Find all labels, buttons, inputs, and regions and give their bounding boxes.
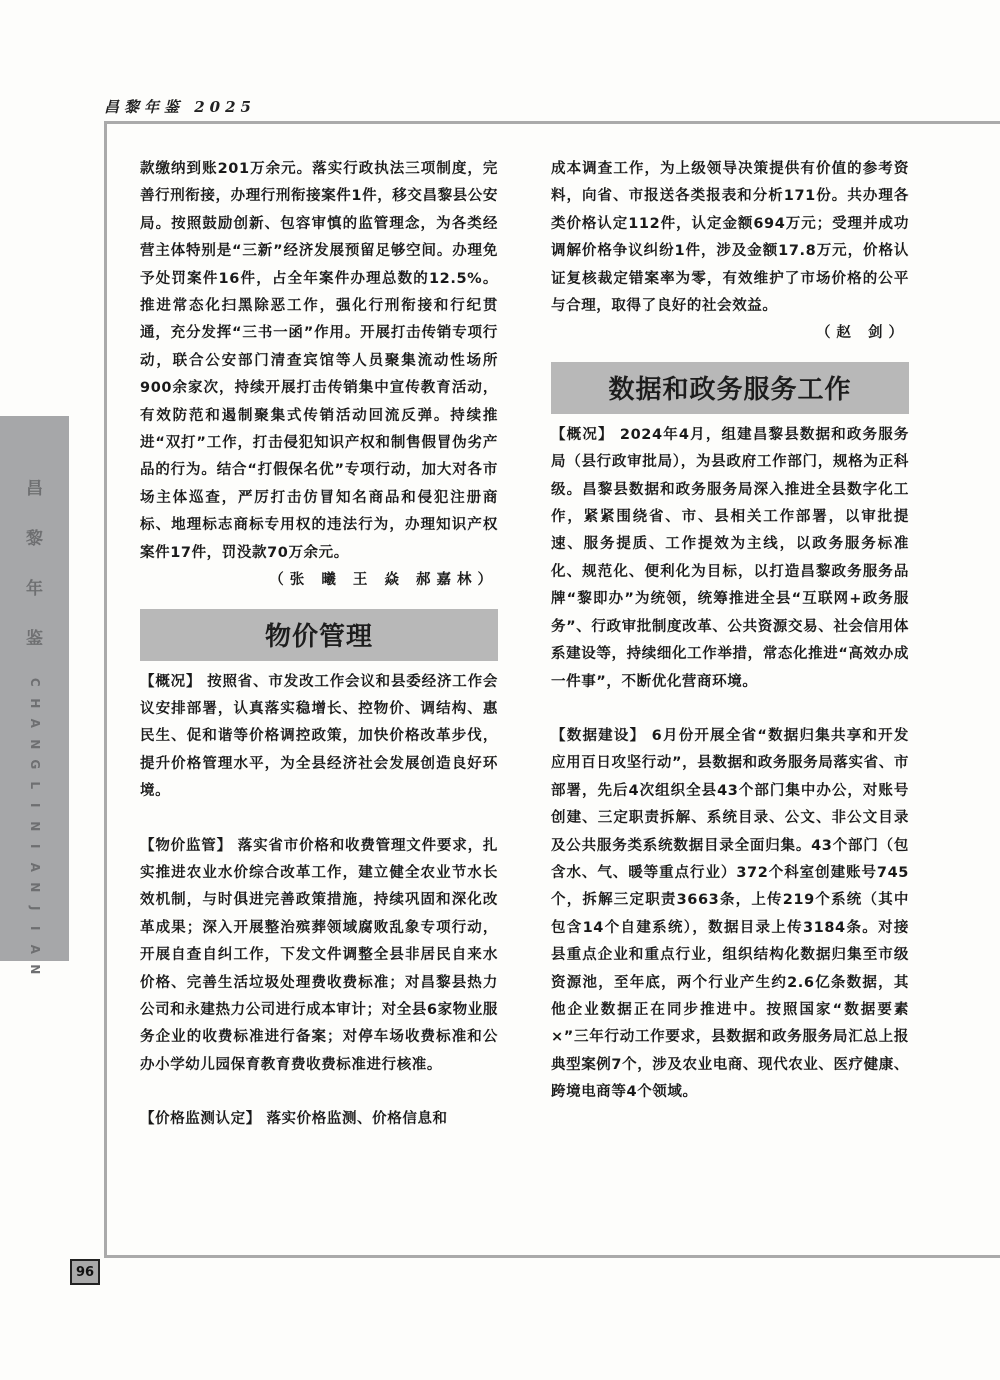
- side-tab-pinyin-letter: I: [27, 844, 42, 849]
- continued-paragraph: 款缴纳到账201万余元。落实行政执法三项制度，完善行刑衔接，办理行刑衔接案件1件，移交昌黎县公安局。按照鼓励创新、包容审慎的监管理念，为各类经营主体特别是“三新”经济发展预留足够空间。办理免予处罚案件16件，占全年案件办理总数的12.5%。推进常态化扫黑除恶工作，强化行刑衔接和行纪贯通，充分发挥“三书一函”作用。开展打击传销专项行动，联合公安部门清查宾馆等人员聚集流动性场所900余家次，持续开展打击传销集中宣传教育活动，有效防范和遏制聚集式传销活动回流反弹。持续推进“双打”工作，打击侵犯知识产权和制售假冒伪劣产品的行为。结合“打假保名优”专项行动，加大对各市场主体巡查，严厉打击仿冒知名商品和侵犯注册商标、地理标志商标专用权的违法行为，办理知识产权案件17件，罚没款70万余元。: [140, 161, 498, 561]
- side-tab-pinyin-letter: A: [27, 718, 42, 728]
- paragraph-text: 2024年4月，组建昌黎县数据和政务服务局（县行政审批局），为县政府工作部门，规格为正科级。昌黎县数据和政务服务局深入推进全县数字化工作，紧紧围绕省、市、县相关工作部署，以审批提速、服务提质、工作提效为主线，以政务服务标准化、规范化、便利化为目标，以打造昌黎政务服务品牌“黎即办”为统领，统筹推进全县“互联网+政务服务”、行政审批制度改革、公共资源交易、社会信用体系建设等，持续细化工作举措，常态化推进“高效办成一件事”，不断优化营商环境。: [551, 426, 909, 690]
- paragraph: [551, 723, 909, 1107]
- side-tab: [0, 416, 69, 975]
- side-tab-pinyin-letter: A: [27, 944, 42, 954]
- section-title: 数据和政务服务工作: [608, 375, 852, 406]
- side-tab-pinyin-letter: H: [27, 697, 42, 708]
- section-heading: [140, 609, 498, 661]
- author-credit: （张 曦 王 焱 郝嘉林）: [269, 572, 498, 589]
- side-tab-pinyin-letter: L: [27, 780, 42, 789]
- paragraph: [140, 1106, 498, 1133]
- frame-top-rule: [104, 121, 1000, 124]
- side-tab-char: 鉴: [26, 629, 43, 649]
- side-tab-pinyin-letter: N: [27, 738, 42, 749]
- side-tab-pinyin: [0, 672, 69, 980]
- paragraph-text: 按照省、市发改工作会议和县委经济工作会议安排部署，认真落实稳增长、控物价、调结构、惠民生、促和谐等价格调控政策，加快价格改革步伐，提升价格管理水平，为全县经济社会发展创造良好环境。: [140, 673, 498, 800]
- running-head: 昌黎年鉴 2025: [104, 98, 256, 116]
- page-number: 96: [70, 1259, 100, 1285]
- side-tab-char: 年: [26, 579, 43, 599]
- side-tab-char: 黎: [26, 529, 43, 549]
- frame-bottom-rule: [104, 1255, 1000, 1258]
- section-heading: [551, 362, 909, 414]
- paragraph-text: 6月份开展全省“数据归集共享和开发应用百日攻坚行动”，县数据和政务服务局落实省、市部署，先后4次组织全县43个部门集中办公，对账号创建、三定职责拆解、系统目录、公文、非公文目录及公共服务类系统数据目录全面归集。43个部门（包含水、气、暖等重点行业）372个科室创建账号745个，拆解三定职责3663条，上传219个系统（其中包含14个自建系统），数据目录上传3184条。对接县重点企业和重点行业，组织结构化数据归集至市级资源池，至年底，两个行业产生约2.6亿条数据，其他企业数据正在同步推进中。按照国家“数据要素×”三年行动工作要求，县数据和政务服务局汇总上报典型案例7个，涉及农业电商、现代农业、医疗健康、跨境电商等4个领域。: [551, 727, 910, 1101]
- side-tab-pinyin-letter: N: [27, 964, 42, 975]
- side-tab-pinyin-letter: G: [27, 759, 42, 770]
- paragraph-tag: 【概况】: [140, 673, 202, 690]
- paragraph-tag: 【概况】: [551, 426, 614, 443]
- paragraph: [140, 669, 498, 806]
- paragraph-tag: 【物价监管】: [140, 837, 232, 854]
- right-column: [551, 156, 909, 1107]
- side-tab-pinyin-letter: J: [27, 905, 42, 910]
- side-tab-pinyin-letter: N: [27, 882, 42, 893]
- section-title: 物价管理: [264, 622, 373, 652]
- author-credit: （赵 剑）: [815, 325, 909, 342]
- side-tab-char: 昌: [26, 479, 43, 499]
- paragraph-tag: 【数据建设】: [551, 727, 646, 744]
- side-tab-pinyin-letter: C: [27, 677, 42, 687]
- frame-left-rule: [104, 121, 107, 1258]
- continued-paragraph: 成本调查工作，为上级领导决策提供有价值的参考资料，向省、市报送各类报表和分析171份。共办理各类价格认定112件，认定金额694万元；受理并成功调解价格争议纠纷1件，涉及金额17.8万元，价格认证复核裁定错案率为零，有效维护了市场价格的公平与合理，取得了良好的社会效益。: [551, 161, 909, 315]
- side-tab-pinyin-letter: N: [27, 820, 42, 831]
- left-column: [140, 156, 498, 1134]
- side-tab-pinyin-letter: I: [27, 926, 42, 931]
- paragraph-text: 落实价格监测、价格信息和: [260, 1111, 448, 1128]
- paragraph: [551, 422, 909, 696]
- paragraph-text: 落实省市价格和收费管理文件要求，扎实推进农业水价综合改革工作，建立健全农业节水长效机制，与时俱进完善政策措施，持续巩固和深化改革成果；深入开展整治殡葬领域腐败乱象专项行动，开展自查自纠工作，下发文件调整全县非居民自来水价格、完善生活垃圾处理费收费标准；对昌黎县热力公司和永建热力公司进行成本审计；对全县6家物业服务企业的收费标准进行备案；对停车场收费标准和公办小学幼儿园保育教育费收费标准进行核准。: [140, 837, 498, 1073]
- side-tab-pinyin-letter: I: [27, 803, 42, 808]
- paragraph: [140, 833, 498, 1080]
- paragraph-tag: 【价格监测认定】: [140, 1111, 261, 1128]
- side-tab-pinyin-letter: A: [27, 862, 42, 872]
